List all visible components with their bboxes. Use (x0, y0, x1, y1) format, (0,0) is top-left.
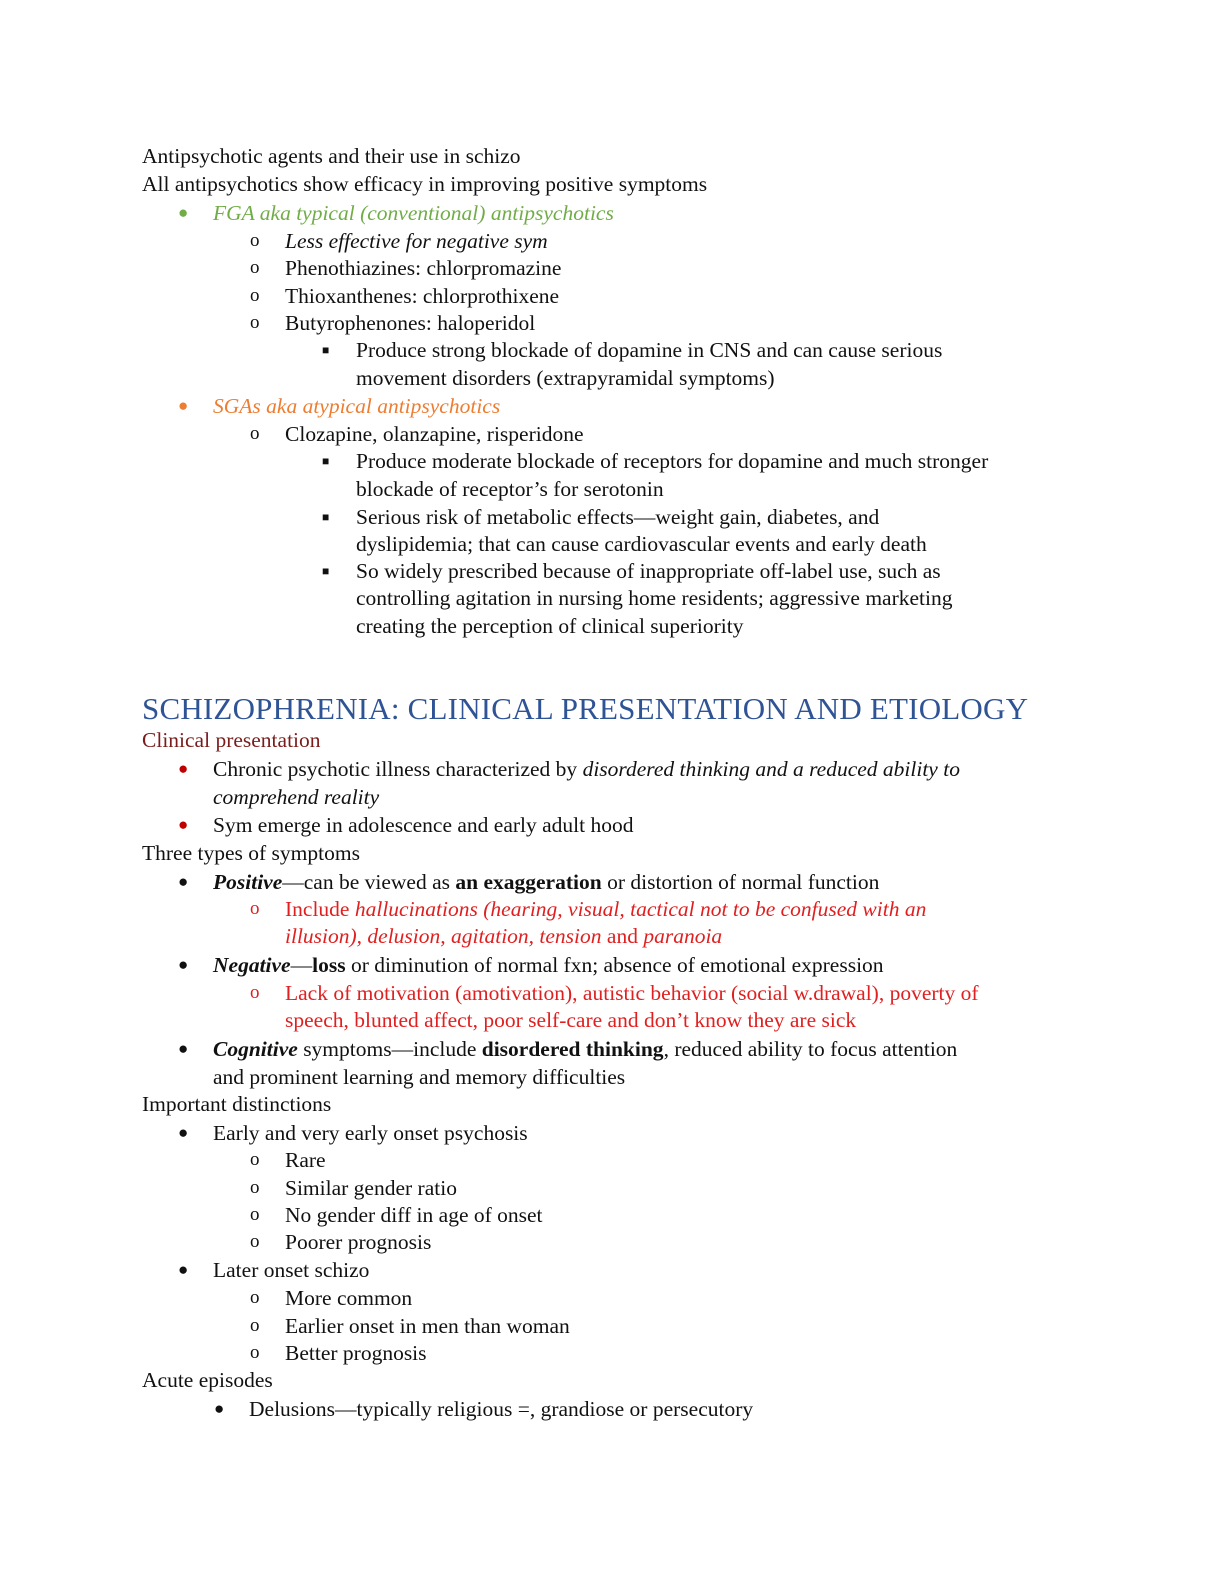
clinical-presentation-label: Clinical presentation (142, 728, 321, 752)
clinical-bullet-2: Sym emerge in adolescence and early adult hood (213, 813, 634, 837)
positive-text-1: —can be viewed as (282, 870, 456, 894)
bullet-icon: ● (178, 1123, 189, 1142)
fga-detail-line-2: movement disorders (extrapyramidal symptoms) (356, 366, 775, 390)
positive-sub-plain: Include (285, 897, 355, 921)
circle-bullet-icon: o (250, 1315, 260, 1336)
bullet-icon: ● (214, 1399, 225, 1418)
circle-bullet-icon: o (250, 285, 260, 306)
cognitive-text-1: symptoms—include (297, 1037, 482, 1061)
circle-bullet-icon: o (250, 1149, 260, 1170)
cognitive-line-2: and prominent learning and memory difficulties (213, 1065, 626, 1089)
early-onset-item: Similar gender ratio (285, 1176, 457, 1200)
bullet-icon: ● (178, 955, 189, 974)
sga-detail-1-line-1: Produce moderate blockade of receptors for dopamine and much stronger (356, 449, 989, 473)
section-heading: SCHIZOPHRENIA: CLINICAL PRESENTATION AND ETIOLOGY (142, 691, 1029, 726)
later-onset-item: Better prognosis (285, 1341, 427, 1365)
positive-text-2: or distortion of normal function (601, 870, 880, 894)
sga-detail-1-line-2: blockade of receptor’s for serotonin (356, 477, 664, 501)
negative-sub-line-2: speech, blunted affect, poor self-care and don’t know they are sick (285, 1008, 857, 1032)
doc-title: Antipsychotic agents and their use in schizo (142, 144, 521, 168)
negative-bold: loss (312, 953, 346, 977)
circle-bullet-icon: o (250, 1231, 260, 1252)
bullet-icon: ● (178, 1260, 189, 1279)
sga-detail-3-line-2: controlling agitation in nursing home residents; aggressive marketing (356, 586, 953, 610)
cognitive-term: Cognitive (213, 1037, 298, 1061)
clinical-bullet-1 (213, 755, 960, 783)
sga-sub-1: Clozapine, olanzapine, risperidone (285, 422, 584, 446)
square-bullet-icon: ■ (322, 454, 330, 468)
positive-bold: an exaggeration (455, 870, 602, 894)
positive-sub-italic: hallucinations (hearing, visual, tactical not to be confused with an (354, 897, 927, 921)
circle-bullet-icon: o (250, 1342, 260, 1363)
negative-term: Negative (213, 953, 291, 977)
acute-episodes-label: Acute episodes (142, 1368, 273, 1392)
circle-bullet-icon: o (250, 423, 260, 444)
positive-item (213, 868, 879, 896)
cognitive-bold: disordered thinking (481, 1037, 664, 1061)
acute-bullet-1: Delusions—typically religious =, grandiose or persecutory (249, 1397, 754, 1421)
positive-sub-l2-c: paranoia (643, 924, 723, 948)
later-onset-label: Later onset schizo (213, 1258, 370, 1282)
distinctions-label: Important distinctions (142, 1092, 332, 1116)
early-onset-item: Poorer prognosis (285, 1230, 432, 1254)
cognitive-text-2: , reduced ability to focus attention (663, 1037, 958, 1061)
sga-detail-2-line-1: Serious risk of metabolic effects—weight gain, diabetes, and (356, 505, 880, 529)
early-onset-item: No gender diff in age of onset (285, 1203, 543, 1227)
fga-detail-line-1: Produce strong blockade of dopamine in CNS and can cause serious (356, 338, 943, 362)
fga-sub-4: Butyrophenones: haloperidol (285, 311, 536, 335)
bullet-icon: ● (178, 203, 189, 222)
doc-subtitle: All antipsychotics show efficacy in improving positive symptoms (142, 172, 708, 196)
negative-sub-line-1: Lack of motivation (amotivation), autistic behavior (social w.drawal), poverty of (285, 981, 979, 1005)
square-bullet-icon: ■ (322, 564, 330, 578)
circle-bullet-icon: o (250, 982, 260, 1003)
positive-sub-l2-b: and (601, 924, 644, 948)
bullet-icon: ● (178, 1039, 189, 1058)
fga-sub-1: Less effective for negative sym (285, 229, 548, 253)
bullet-icon: ● (178, 815, 189, 834)
bullet-icon: ● (178, 396, 189, 415)
clinical-bullet-1-line-2: comprehend reality (213, 785, 380, 809)
clinical-bullet-1-text: Chronic psychotic illness characterized by (213, 757, 583, 781)
circle-bullet-icon: o (250, 257, 260, 278)
negative-text-1: — (290, 953, 313, 977)
positive-sub-line-2 (285, 922, 722, 950)
negative-text-2: or diminution of normal fxn; absence of emotional expression (345, 953, 884, 977)
square-bullet-icon: ■ (322, 510, 330, 524)
circle-bullet-icon: o (250, 312, 260, 333)
positive-sub-line-1 (285, 895, 926, 923)
cognitive-item (213, 1035, 957, 1063)
positive-sub-l2-a: illusion), delusion, agitation, tension (285, 924, 602, 948)
fga-sub-2: Phenothiazines: chlorpromazine (285, 256, 562, 280)
later-onset-item: More common (285, 1286, 413, 1310)
negative-item (213, 951, 884, 979)
symptom-types-label: Three types of symptoms (142, 841, 360, 865)
circle-bullet-icon: o (250, 230, 260, 251)
early-onset-label: Early and very early onset psychosis (213, 1121, 528, 1145)
later-onset-item: Earlier onset in men than woman (285, 1314, 570, 1338)
positive-term: Positive (213, 870, 283, 894)
sga-detail-3-line-1: So widely prescribed because of inappropriate off-label use, such as (356, 559, 941, 583)
fga-sub-3: Thioxanthenes: chlorprothixene (285, 284, 560, 308)
circle-bullet-icon: o (250, 1287, 260, 1308)
clinical-bullet-1-italic: disordered thinking and a reduced ability to (582, 757, 960, 781)
fga-label: FGA aka typical (conventional) antipsychotics (213, 201, 614, 225)
bullet-icon: ● (178, 759, 189, 778)
sga-detail-2-line-2: dyslipidemia; that can cause cardiovascular events and early death (356, 532, 927, 556)
circle-bullet-icon: o (250, 898, 260, 919)
early-onset-item: Rare (285, 1148, 326, 1172)
square-bullet-icon: ■ (322, 343, 330, 357)
circle-bullet-icon: o (250, 1177, 260, 1198)
bullet-icon: ● (178, 872, 189, 891)
sga-label: SGAs aka atypical antipsychotics (213, 394, 501, 418)
circle-bullet-icon: o (250, 1204, 260, 1225)
sga-detail-3-line-3: creating the perception of clinical superiority (356, 614, 744, 638)
